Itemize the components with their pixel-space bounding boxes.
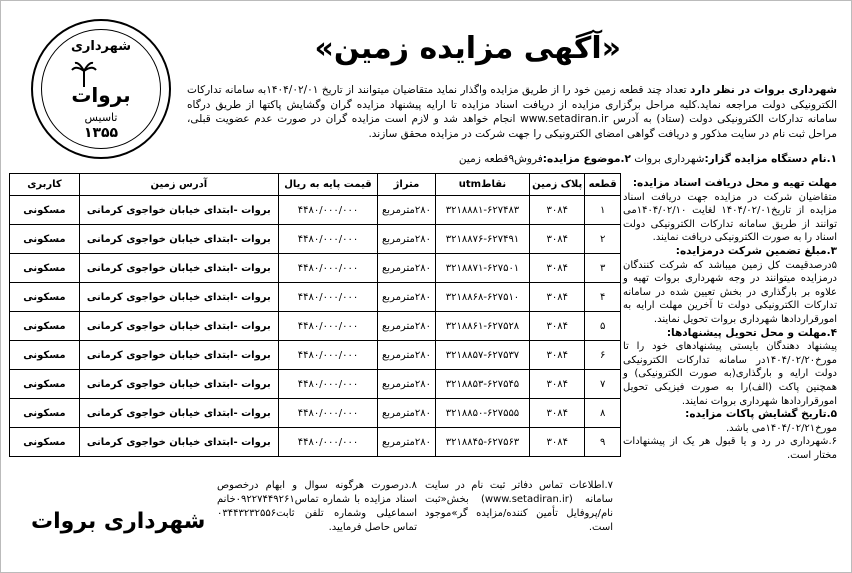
- cell-parcel: ۲: [585, 225, 621, 254]
- guarantee-text: ۵درصدقیمت کل زمین میباشد که شرکت کنندگان درمزایده میتوانند در وجه شهرداری بروات تهیه و علاوه بر بارگذاری در بخش تعیین شده در سامانه تدارکات الکترونیکی دولت تا آخرین مهلت ارایه به امورقراردادها شهرداری بروات تحویل نمایند.: [623, 259, 837, 325]
- cell-area: ۲۸۰مترمربع: [378, 196, 436, 225]
- cell-usage: مسکونی: [10, 312, 80, 341]
- guarantee-heading: ۳.مبلغ تضمین شرکت درمزایده:: [675, 244, 837, 257]
- table-row: [10, 254, 621, 283]
- cell-price: ۴۴۸۰/۰۰۰/۰۰۰: [278, 341, 377, 370]
- cell-plate: ۳۰۸۴: [530, 341, 585, 370]
- cell-area: ۲۸۰مترمربع: [378, 254, 436, 283]
- cell-plate: ۳۰۸۴: [530, 370, 585, 399]
- table-row: [10, 196, 621, 225]
- cell-usage: مسکونی: [10, 399, 80, 428]
- seal-year: ۱۳۵۵: [83, 125, 119, 141]
- cell-parcel: ۳: [585, 254, 621, 283]
- cell-price: ۴۴۸۰/۰۰۰/۰۰۰: [278, 370, 377, 399]
- subject-label: ۲.موضوع مزایده:: [542, 153, 631, 165]
- cell-utm: ۳۲۱۸۸۵۷-۶۲۷۵۳۷: [435, 341, 529, 370]
- cell-address: بروات -ابتدای خیابان خواجوی کرمانی: [79, 225, 278, 254]
- page-title: «آگهی مزایده زمین»: [314, 31, 621, 66]
- cell-usage: مسکونی: [10, 283, 80, 312]
- table-header-row: [10, 174, 621, 196]
- table-row: [10, 399, 621, 428]
- cell-plate: ۳۰۸۴: [530, 312, 585, 341]
- cell-usage: مسکونی: [10, 225, 80, 254]
- submission-heading: ۴.مهلت و محل تحویل پیشنهادها:: [666, 326, 837, 339]
- col-header-price: قیمت پایه به ریال: [278, 174, 377, 196]
- opening-text: مورخ۱۴۰۴/۰۲/۲۱می باشد.: [725, 422, 837, 434]
- cell-utm: ۳۲۱۸۸۶۱-۶۲۷۵۲۸: [435, 312, 529, 341]
- cell-parcel: ۱: [585, 196, 621, 225]
- intro-paragraph: [187, 83, 837, 141]
- col-header-parcel: قطعه: [585, 174, 621, 196]
- seal-top-text: شهرداری: [71, 39, 131, 54]
- cell-area: ۲۸۰مترمربع: [378, 283, 436, 312]
- cell-address: بروات -ابتدای خیابان خواجوی کرمانی: [79, 428, 278, 457]
- cell-utm: ۳۲۱۸۸۷۶-۶۲۷۴۹۱: [435, 225, 529, 254]
- registration-note: ۷.اطلاعات تماس دفاتر ثبت نام در سایت سامانه (www.setadiran.ir) بخش«ثبت نام/پروفایل تأمین کننده/مزایده گر»موجود است.: [425, 480, 613, 533]
- cell-usage: مسکونی: [10, 370, 80, 399]
- col-header-plate: پلاک زمین: [530, 174, 585, 196]
- cell-usage: مسکونی: [10, 196, 80, 225]
- cell-plate: ۳۰۸۴: [530, 283, 585, 312]
- table-row: [10, 341, 621, 370]
- cell-price: ۴۴۸۰/۰۰۰/۰۰۰: [278, 225, 377, 254]
- cell-plate: ۳۰۸۴: [530, 196, 585, 225]
- cell-utm: ۳۲۱۸۸۸۱-۶۲۷۴۸۳: [435, 196, 529, 225]
- cell-utm: ۳۲۱۸۸۷۱-۶۲۷۵۰۱: [435, 254, 529, 283]
- col-header-area: متراژ: [378, 174, 436, 196]
- seal-name: بروات: [71, 83, 131, 107]
- cell-price: ۴۴۸۰/۰۰۰/۰۰۰: [278, 312, 377, 341]
- cell-area: ۲۸۰مترمربع: [378, 399, 436, 428]
- cell-utm: ۳۲۱۸۸۵۳-۶۲۷۵۴۵: [435, 370, 529, 399]
- cell-area: ۲۸۰مترمربع: [378, 428, 436, 457]
- opening-heading: ۵.تاریخ گشایش پاکات مزایده:: [685, 408, 837, 421]
- cell-address: بروات -ابتدای خیابان خواجوی کرمانی: [79, 312, 278, 341]
- col-header-utm: نقاطutm: [435, 174, 529, 196]
- signature: شهرداری بروات: [31, 509, 206, 534]
- submission-text: پیشنهاد دهندگان بایستی پیشنهادهای خود را تا مورخ۱۴۰۴/۰۲/۲۰در سامانه تدارکات الکترونیکی دولت ارایه و بارگذاری(به صورت الکترونیکی) و همچنین پاکت (الف)را به صورت فیزیکی تحویل امورقراردادها شهرداری بروات نمایند.: [623, 341, 837, 407]
- table-row: [10, 312, 621, 341]
- table-row: [10, 370, 621, 399]
- cell-price: ۴۴۸۰/۰۰۰/۰۰۰: [278, 399, 377, 428]
- cell-plate: ۳۰۸۴: [530, 428, 585, 457]
- cell-plate: ۳۰۸۴: [530, 225, 585, 254]
- cell-price: ۴۴۸۰/۰۰۰/۰۰۰: [278, 254, 377, 283]
- organizer-value: شهرداری بروات: [634, 153, 705, 165]
- cell-area: ۲۸۰مترمربع: [378, 341, 436, 370]
- municipality-seal: [31, 19, 171, 159]
- land-parcels-table: [9, 173, 621, 457]
- subject-value: فروش۹قطعه زمین: [458, 153, 543, 165]
- cell-price: ۴۴۸۰/۰۰۰/۰۰۰: [278, 283, 377, 312]
- cell-utm: ۳۲۱۸۸۶۸-۶۲۷۵۱۰: [435, 283, 529, 312]
- table-row: [10, 283, 621, 312]
- conditions-column: [623, 177, 837, 462]
- table-row: [10, 428, 621, 457]
- cell-parcel: ۴: [585, 283, 621, 312]
- cell-address: بروات -ابتدای خیابان خواجوی کرمانی: [79, 341, 278, 370]
- cell-usage: مسکونی: [10, 428, 80, 457]
- contact-note: ۸.درصورت هرگونه سوال و ابهام درخصوص اسناد مزایده با شماره تماس۰۹۲۲۷۴۴۹۲۶۱خانم اسماعیلی وشماره تلفن ثابت۰۳۴۴۳۲۳۲۵۵۶ تماس حاصل فرمایید.: [217, 480, 417, 533]
- cell-parcel: ۵: [585, 312, 621, 341]
- cell-area: ۲۸۰مترمربع: [378, 312, 436, 341]
- rights-text: ۶.شهرداری در رد و یا قبول هر یک از پیشنهادات مختار است.: [623, 436, 837, 461]
- organizer-label: ۱.نام دستگاه مزایده گزار:: [704, 153, 837, 165]
- cell-address: بروات -ابتدای خیابان خواجوی کرمانی: [79, 399, 278, 428]
- cell-address: بروات -ابتدای خیابان خواجوی کرمانی: [79, 254, 278, 283]
- cell-price: ۴۴۸۰/۰۰۰/۰۰۰: [278, 428, 377, 457]
- seal-est-text: تاسیس: [84, 111, 118, 124]
- docs-deadline-text: متقاضیان شرکت در مزایده جهت دریافت اسناد مزایده از تاریخ۱۴۰۴/۰۲/۰۱ لغایت ۱۴۰۴/۰۲/۱۰می توانند از طریق سامانه تدارکات الکترونیکی دولت اسناد را به صورت الکترونیکی دریافت نمایند.: [623, 191, 837, 244]
- cell-parcel: ۸: [585, 399, 621, 428]
- intro-lead: شهرداری بروات در نظر دارد: [690, 84, 838, 96]
- cell-area: ۲۸۰مترمربع: [378, 225, 436, 254]
- cell-price: ۴۴۸۰/۰۰۰/۰۰۰: [278, 196, 377, 225]
- col-header-usage: کاربری: [10, 174, 80, 196]
- intro-body: تعداد چند قطعه زمین خود را از طریق مزایده واگذار نماید متقاضیان میتوانند از تاریخ ۱۴۰۴/۰۲/۰۱به سامانه تدارکات الکترونیکی دولت مراجعه نماید.کلیه مراحل برگزاری مزایده از دریافت اسناد مزایده تا ارایه پیشنهاد مزایده گران وگشایش پاکتها از طریق درگاه سامانه تدارکات الکترونیکی دولت (ستاد) به آدرس www.setadiran.ir انجام خواهد شد و لازم است مزایده گران در صورت عدم عضویت قبلی، مراحل ثبت نام در سایت مذکور و دریافت گواهی امضای الکترونیکی را جهت شرکت در مزایده محقق سازند.: [187, 84, 837, 140]
- col-header-address: آدرس زمین: [79, 174, 278, 196]
- cell-address: بروات -ابتدای خیابان خواجوی کرمانی: [79, 283, 278, 312]
- cell-utm: ۳۲۱۸۸۴۵-۶۲۷۵۶۳: [435, 428, 529, 457]
- cell-area: ۲۸۰مترمربع: [378, 370, 436, 399]
- cell-parcel: ۶: [585, 341, 621, 370]
- cell-plate: ۳۰۸۴: [530, 399, 585, 428]
- cell-parcel: ۷: [585, 370, 621, 399]
- cell-address: بروات -ابتدای خیابان خواجوی کرمانی: [79, 196, 278, 225]
- cell-usage: مسکونی: [10, 341, 80, 370]
- cell-plate: ۳۰۸۴: [530, 254, 585, 283]
- cell-usage: مسکونی: [10, 254, 80, 283]
- cell-address: بروات -ابتدای خیابان خواجوی کرمانی: [79, 370, 278, 399]
- table-row: [10, 225, 621, 254]
- docs-deadline-heading: مهلت تهیه و محل دریافت اسناد مزایده:: [632, 177, 837, 189]
- cell-parcel: ۹: [585, 428, 621, 457]
- organizer-line: [187, 153, 837, 165]
- cell-utm: ۳۲۱۸۸۵۰-۶۲۷۵۵۵: [435, 399, 529, 428]
